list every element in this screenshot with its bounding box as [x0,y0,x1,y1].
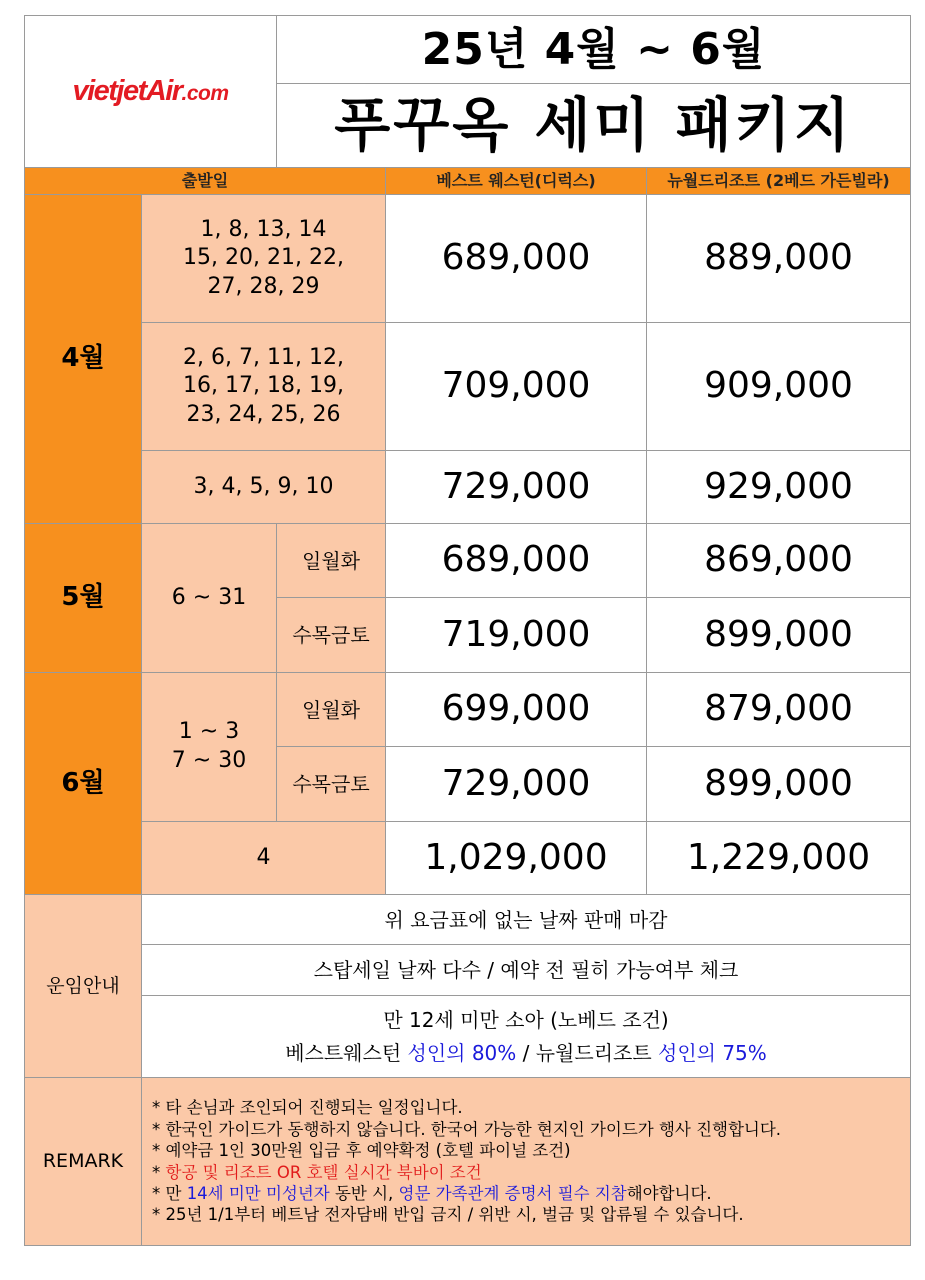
fare-note-child: 만 12세 미만 소아 (노베드 조건) 베스트웨스턴 성인의 80% / 뉴월드리조트 성인의 75% [142,996,911,1078]
fare-note-2: 스탑세일 날짜 다수 / 예약 전 필히 가능여부 체크 [142,945,911,996]
price-cell: 719,000 [386,598,647,673]
remark-item: * 예약금 1인 30만원 입금 후 예약확정 (호텔 파이널 조건) [152,1141,571,1161]
price-cell: 729,000 [386,747,647,822]
price-cell: 689,000 [386,524,647,598]
day-group: 수목금토 [277,598,386,673]
remark-item: * 만 14세 미만 미성년자 동반 시, 영문 가족관계 증명서 필수 지참해야합니다. [152,1183,712,1203]
june-range: 1 ~ 3 7 ~ 30 [142,673,277,822]
april-dates-1: 1, 8, 13, 14 15, 20, 21, 22, 27, 28, 29 [142,195,386,323]
price-cell: 689,000 [386,195,647,323]
price-cell: 1,229,000 [647,822,911,895]
remark-list [142,1078,911,1246]
remark-item: * 25년 1/1부터 베트남 전자담배 반입 금지 / 위반 시, 벌금 및 압류될 수 있습니다. [152,1205,744,1225]
remark-label: REMARK [25,1078,142,1246]
remark-item: * 항공 및 리조트 OR 호텔 실시간 북바이 조건 [152,1162,482,1182]
remark-item: * 한국인 가이드가 동행하지 않습니다. 한국어 가능한 현지인 가이드가 행사 진행합니다. [152,1119,782,1139]
header-hotel1: 베스트 웨스턴(디럭스) [386,168,647,195]
may-range: 6 ~ 31 [142,524,277,673]
vietjet-logo: vietjetAir.com [72,74,229,107]
price-cell: 909,000 [647,323,911,451]
june-special-date: 4 [142,822,386,895]
remark-item: * 타 손님과 조인되어 진행되는 일정입니다. [152,1098,463,1118]
header-hotel2: 뉴월드리조트 (2베드 가든빌라) [647,168,911,195]
month-june: 6월 [25,673,142,895]
april-dates-3: 3, 4, 5, 9, 10 [142,451,386,524]
header-departure: 출발일 [25,168,386,195]
price-cell: 1,029,000 [386,822,647,895]
package-title: 푸꾸옥 세미 패키지 [277,84,911,168]
logo [25,16,277,168]
price-cell: 699,000 [386,673,647,747]
price-cell: 899,000 [647,598,911,673]
month-april: 4월 [25,195,142,524]
price-cell: 879,000 [647,673,911,747]
period-title: 25년 4월 ~ 6월 [277,16,911,84]
price-cell: 709,000 [386,323,647,451]
fare-info-label: 운임안내 [25,895,142,1078]
price-cell: 889,000 [647,195,911,323]
april-dates-2: 2, 6, 7, 11, 12, 16, 17, 18, 19, 23, 24, 25, 26 [142,323,386,451]
day-group: 일월화 [277,673,386,747]
price-cell: 869,000 [647,524,911,598]
price-cell: 729,000 [386,451,647,524]
price-table [24,15,911,1246]
day-group: 일월화 [277,524,386,598]
fare-note-1: 위 요금표에 없는 날짜 판매 마감 [142,895,911,945]
price-cell: 929,000 [647,451,911,524]
price-cell: 899,000 [647,747,911,822]
day-group: 수목금토 [277,747,386,822]
month-may: 5월 [25,524,142,673]
